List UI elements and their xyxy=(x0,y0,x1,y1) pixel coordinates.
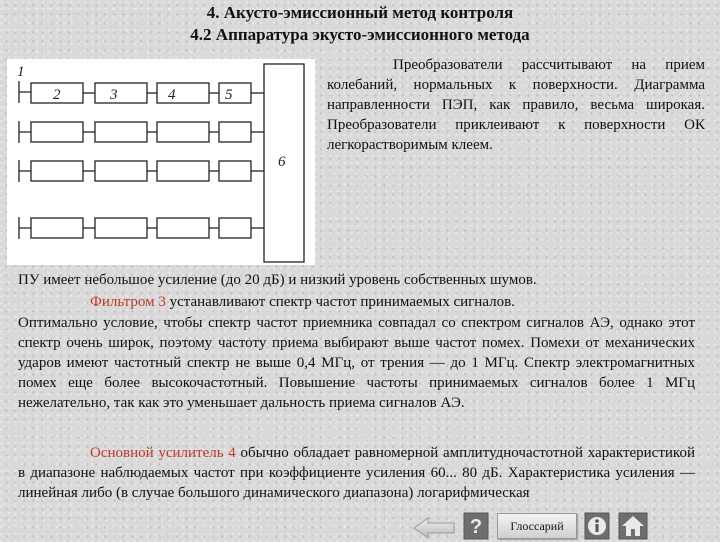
page-title: 4. Акусто-эмиссионный метод контроля xyxy=(206,3,514,22)
label-3: 3 xyxy=(110,87,118,103)
help-icon[interactable] xyxy=(463,512,489,540)
home-icon[interactable] xyxy=(618,512,648,540)
amplifier-link[interactable]: Основной усилитель 4 xyxy=(90,445,236,461)
preamp-paragraph: ПУ имеет небольшое усиление (до 20 дБ) и низкий уровень собственных шумов. xyxy=(18,272,537,288)
label-2: 2 xyxy=(53,87,61,103)
label-6: 6 xyxy=(278,154,286,170)
filter-text: устанавливают спектр частот принимаемых сигналов. xyxy=(165,294,515,310)
filter-paragraph xyxy=(18,292,708,312)
block-diagram xyxy=(7,59,315,265)
page-subtitle: 4.2 Аппаратура экусто-эмиссионного метода xyxy=(190,25,530,44)
svg-text:?: ? xyxy=(469,516,483,538)
block-diagram-svg xyxy=(7,59,315,265)
label-4: 4 xyxy=(168,87,176,103)
transducer-text: Преобразователи рассчитывают на прием колебаний, нормальных к поверхности. Диаграмма направленности ПЭП, как правило, весьма широкая. Преобразователи приклеивают к поверхности ОК легкорастворимым клеем. xyxy=(327,57,705,153)
transducer-description xyxy=(327,55,705,155)
block-5 xyxy=(219,83,251,103)
spectrum-paragraph: Оптимально условие, чтобы спектр частот приемника совпадал со спектром сигналов АЭ, однако этот спектр очень широк, поэтому частоту приема выбирают выше частот помех. Помехи от механических ударов имеют частотный спектр не выше 0,4 МГц, от трения — до 1 МГц. Спектр электромагнитных помех еще более высокочастотный. Повышение частоты принимаемых сигналов более 1 МГц нежелательно, так как это уменьшает дальность приема сигналов АЭ. xyxy=(18,315,695,411)
info-icon[interactable] xyxy=(584,512,610,540)
block-4 xyxy=(157,83,209,103)
amplifier-text: обычно обладает равномерной амплитудночастотной характеристикой в диапазоне наблюдаемых частот при коэффициенте усиления 60... 80 дБ. Характеристика усиления — линейная либо (в случае большого динамического диапазона) логарифмическая xyxy=(18,445,695,501)
glossary-button[interactable]: Глоссарий xyxy=(497,513,577,539)
label-5: 5 xyxy=(225,87,233,103)
filter-link[interactable]: Фильтром 3 xyxy=(90,294,166,310)
label-1: 1 xyxy=(17,64,25,80)
sensor-1 xyxy=(19,81,31,103)
arrow-left-icon[interactable] xyxy=(412,514,456,542)
block-3 xyxy=(95,83,147,103)
amplifier-paragraph xyxy=(18,443,695,503)
